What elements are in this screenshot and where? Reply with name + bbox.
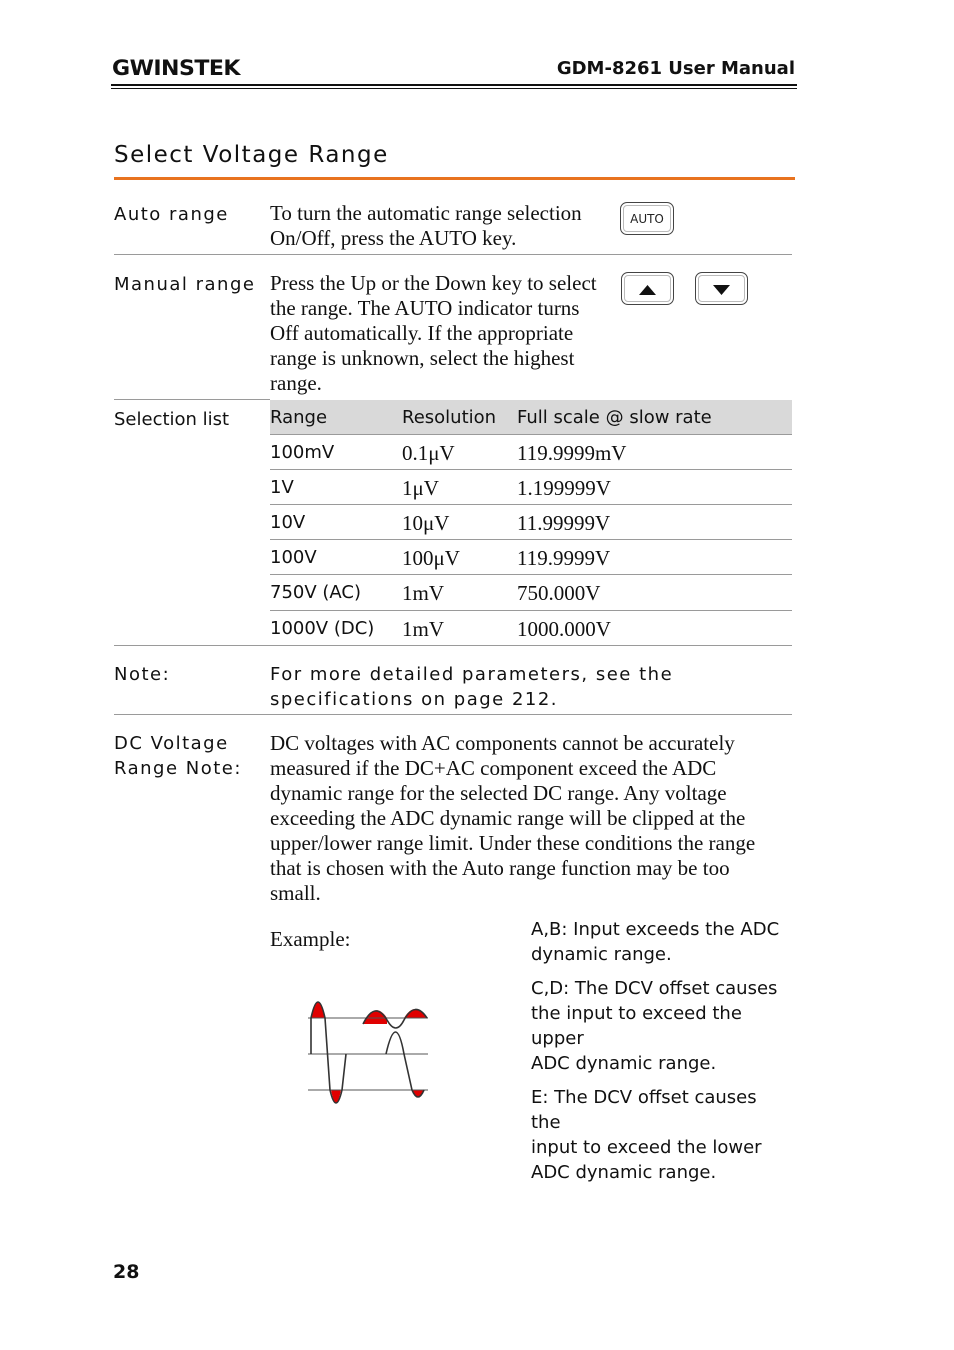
down-key-button[interactable] — [695, 272, 748, 305]
dc-note-line: measured if the DC+AC component exceed the ADC — [270, 756, 717, 780]
divider — [114, 399, 270, 400]
table-cell-range: 1000V (DC) — [270, 618, 375, 639]
explanation-line: dynamic range. — [531, 944, 672, 965]
explanation-line: the input to exceed the upper — [531, 1003, 742, 1049]
auto-range-line2: On/Off, press the AUTO key. — [270, 226, 517, 250]
table-cell-range: 750V (AC) — [270, 582, 362, 603]
header-rule-thin — [111, 88, 797, 89]
auto-key-label: AUTO — [630, 211, 664, 226]
dc-note-text — [270, 731, 755, 906]
dc-note-label — [114, 731, 242, 781]
explanation-line: ADC dynamic range. — [531, 1162, 717, 1183]
table-row — [270, 435, 792, 470]
down-arrow-icon — [696, 273, 747, 304]
explanation-ab — [531, 917, 791, 967]
divider — [114, 254, 792, 255]
range-table — [270, 400, 792, 645]
table-cell-fullscale: 750.000V — [517, 581, 601, 605]
selection-list-label: Selection list — [114, 409, 230, 430]
note-label: Note: — [114, 664, 171, 685]
header-rule — [111, 84, 797, 86]
dc-note-line: small. — [270, 881, 321, 905]
explanation-line: E: The DCV offset causes the — [531, 1087, 757, 1133]
table-row — [270, 470, 792, 505]
explanation-e — [531, 1085, 791, 1185]
table-header-range: Range — [270, 407, 328, 428]
section-title: Select Voltage Range — [114, 142, 389, 168]
table-cell-fullscale: 119.9999mV — [517, 441, 627, 465]
dc-note-label-line2: Range Note: — [114, 758, 242, 779]
note-line1: For more detailed parameters, see the — [270, 664, 674, 685]
explanation-line: ADC dynamic range. — [531, 1053, 717, 1074]
dc-note-label-line1: DC Voltage — [114, 733, 229, 754]
table-cell-resolution: 1mV — [402, 617, 444, 641]
auto-range-line1: To turn the automatic range selection — [270, 201, 582, 225]
table-cell-resolution: 1μV — [402, 476, 439, 500]
manual-range-line: range. — [270, 371, 322, 395]
table-row — [270, 611, 792, 645]
manual-range-line: Press the Up or the Down key to select — [270, 271, 597, 295]
example-label: Example: — [270, 927, 351, 951]
dc-note-line: DC voltages with AC components cannot be accurately — [270, 731, 735, 755]
explanation-line: input to exceed the lower — [531, 1137, 762, 1158]
table-row — [270, 505, 792, 540]
explanation-line: C,D: The DCV offset causes — [531, 978, 778, 999]
dc-note-line: exceeding the ADC dynamic range will be clipped at the — [270, 806, 746, 830]
explanation-cd — [531, 976, 791, 1076]
table-cell-fullscale: 119.9999V — [517, 546, 611, 570]
table-header-fullscale: Full scale @ slow rate — [517, 407, 712, 428]
table-header — [270, 400, 792, 435]
section-title-rule — [114, 177, 795, 180]
table-cell-fullscale: 11.99999V — [517, 511, 611, 535]
table-cell-range: 1V — [270, 477, 294, 498]
dc-note-line: upper/lower range limit. Under these conditions the range — [270, 831, 756, 855]
table-cell-fullscale: 1000.000V — [517, 617, 611, 641]
auto-key-button[interactable] — [620, 202, 674, 235]
table-cell-resolution: 1mV — [402, 581, 444, 605]
brand-logo: GWINSTEK — [112, 56, 240, 80]
auto-range-text — [270, 201, 582, 251]
up-key-button[interactable] — [621, 272, 674, 305]
table-cell-resolution: 0.1μV — [402, 441, 455, 465]
table-cell-range: 100V — [270, 547, 317, 568]
auto-range-label: Auto range — [114, 204, 229, 225]
manual-range-line: Off automatically. If the appropriate — [270, 321, 574, 345]
manual-range-text — [270, 271, 597, 396]
note-text — [270, 662, 673, 712]
table-cell-fullscale: 1.199999V — [517, 476, 611, 500]
table-cell-range: 100mV — [270, 442, 335, 463]
table-cell-resolution: 10μV — [402, 511, 450, 535]
up-arrow-icon — [622, 273, 673, 304]
table-cell-range: 10V — [270, 512, 306, 533]
page-number: 28 — [113, 1261, 140, 1283]
table-header-resolution: Resolution — [402, 407, 497, 428]
clipping-waveform-diagram — [300, 990, 440, 1110]
manual-range-label: Manual range — [114, 274, 256, 295]
table-row — [270, 575, 792, 611]
table-cell-resolution: 100μV — [402, 546, 460, 570]
example-explanations — [531, 917, 791, 1185]
manual-title: GDM-8261 User Manual — [556, 58, 795, 79]
divider — [114, 714, 792, 715]
note-line2: specifications on page 212. — [270, 689, 559, 710]
manual-range-line: the range. The AUTO indicator turns — [270, 296, 580, 320]
table-row — [270, 540, 792, 575]
divider — [114, 645, 792, 646]
manual-range-line: range is unknown, select the highest — [270, 346, 575, 370]
explanation-line: A,B: Input exceeds the ADC — [531, 919, 780, 940]
dc-note-line: that is chosen with the Auto range function may be too — [270, 856, 730, 880]
dc-note-line: dynamic range for the selected DC range. Any voltage — [270, 781, 727, 805]
